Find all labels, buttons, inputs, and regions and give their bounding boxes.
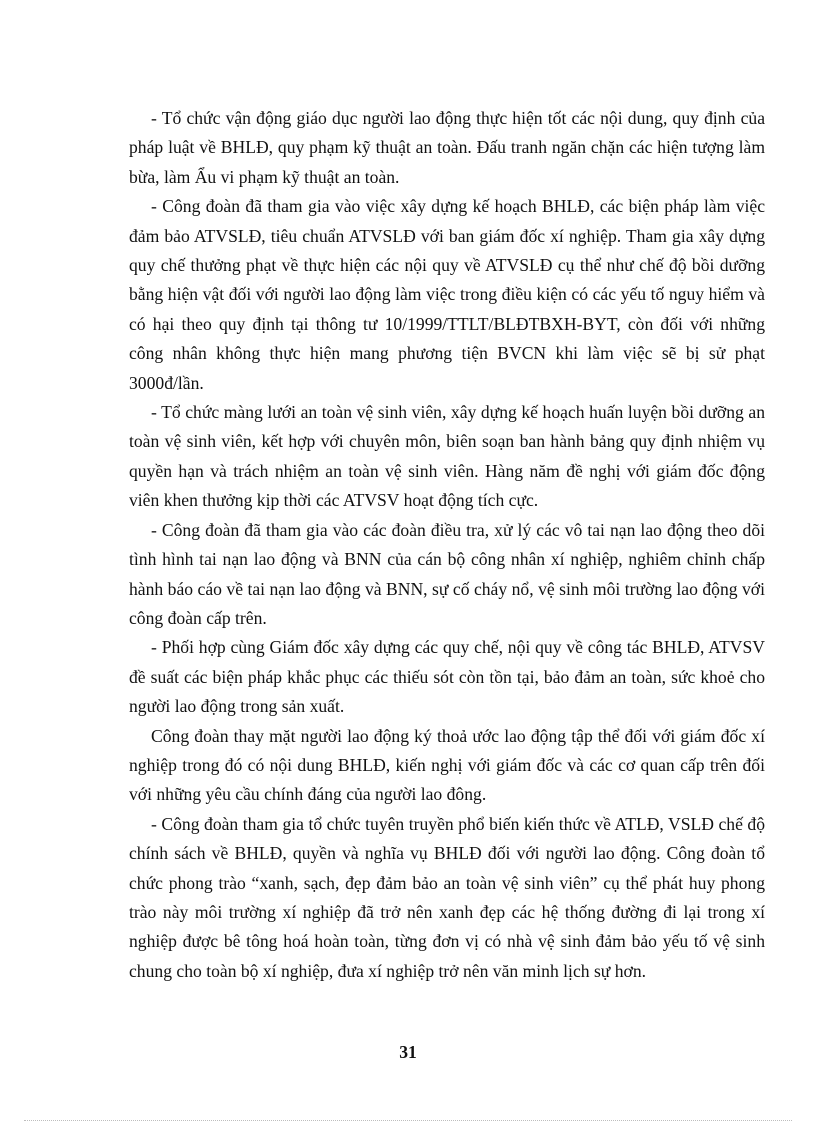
document-body	[129, 104, 765, 986]
page-bottom-divider	[24, 1120, 792, 1121]
paragraph-1: - Tổ chức vận động giáo dục người lao động thực hiện tốt các nội dung, quy định của pháp luật về BHLĐ, quy phạm kỹ thuật an toàn. Đấu tranh ngăn chặn các hiện tượng làm bừa, làm Ẩu vi phạm kỹ thuật an toàn.	[129, 108, 765, 187]
paragraph-4: - Công đoàn đã tham gia vào các đoàn điều tra, xử lý các vô tai nạn lao động theo dõi tình hình tai nạn lao động và BNN của cán bộ công nhân xí nghiệp, nghiêm chỉnh chấp hành báo cáo về tai nạn lao động và BNN, sự cố cháy nổ, vệ sinh môi trường lao động với công đoàn cấp trên.	[129, 519, 765, 628]
paragraph-5: - Phối hợp cùng Giám đốc xây dựng các quy chế, nội quy về công tác BHLĐ, ATVSV đề suất các biện pháp khắc phục các thiếu sót còn tồn tại, bảo đảm an toàn, sức khoẻ cho người lao động trong sản xuất.	[129, 637, 765, 717]
page-number: 31	[399, 1042, 417, 1062]
paragraph-2: - Công đoàn đã tham gia vào việc xây dựng kế hoạch BHLĐ, các biện pháp làm việc đảm bảo ATVSLĐ, tiêu chuẩn ATVSLĐ với ban giám đốc xí nghiệp. Tham gia xây dựng quy chế thưởng phạt về thực hiện các nội quy về ATVSLĐ cụ thể như chế độ bồi dưỡng bằng hiện vật đối với người lao động làm việc trong điều kiện có các yếu tố nguy hiểm và có hại theo quy định tại thông tư 10/1999/TTLT/BLĐTBXH-BYT, còn đối với những công nhân không thực hiện mang phương tiện BVCN khi làm việc sẽ bị sử phạt 3000đ/lần.	[129, 196, 765, 393]
paragraph-3: - Tổ chức màng lưới an toàn vệ sinh viên, xây dựng kế hoạch huấn luyện bồi dưỡng an toàn vệ sinh viên, kết hợp với chuyên môn, biên soạn ban hành bảng quy định nhiệm vụ quyền hạn và trách nhiệm an toàn vệ sinh viên. Hàng năm đề nghị với giám đốc động viên khen thưởng kịp thời các ATVSV hoạt động tích cực.	[129, 402, 765, 511]
paragraph-7: - Công đoàn tham gia tổ chức tuyên truyền phổ biến kiến thức về ATLĐ, VSLĐ chế độ chính sách về BHLĐ, quyền và nghĩa vụ BHLĐ đối với người lao động. Công đoàn tổ chức phong trào “xanh, sạch, đẹp đảm bảo an toàn vệ sinh viên” cụ thể phát huy phong trào này môi trường xí nghiệp đã trở nên xanh đẹp các hệ thống đường đi lại trong xí nghiệp được bê tông hoá hoàn toàn, từng đơn vị có nhà vệ sinh đảm bảo yếu tố vệ sinh chung cho toàn bộ xí nghiệp, đưa xí nghiệp trở nên văn minh lịch sự hơn.	[129, 813, 765, 981]
paragraph-6: Công đoàn thay mặt người lao động ký thoả ước lao động tập thể đối với giám đốc xí nghiệp trong đó có nội dung BHLĐ, kiến nghị với giám đốc và các cơ quan cấp trên đối với những yêu cầu chính đáng của người lao đông.	[129, 725, 765, 805]
